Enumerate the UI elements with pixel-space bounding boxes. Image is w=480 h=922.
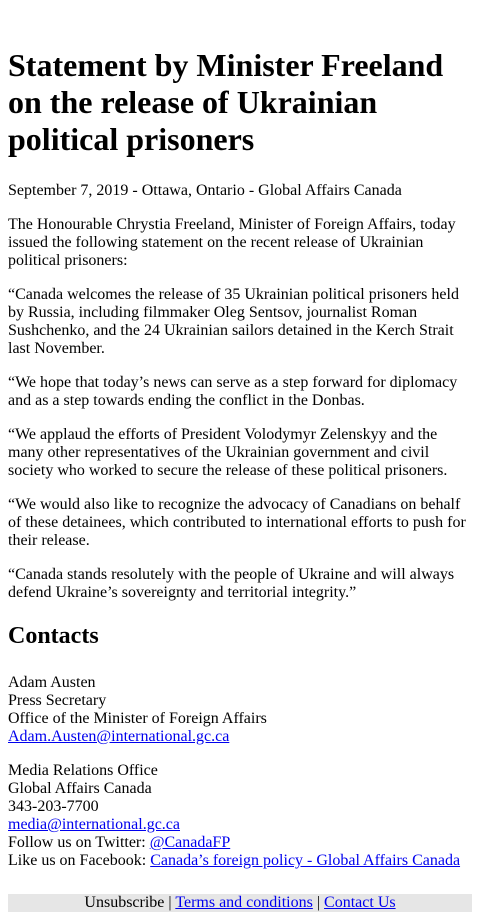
paragraph-quote-4: “We would also like to recognize the advocacy of Canadians on behalf of these detainees, which contributed to international efforts to push for their release.	[8, 496, 466, 549]
dateline: September 7, 2019 - Ottawa, Ontario - Global Affairs Canada	[8, 182, 402, 199]
media-email-link[interactable]: media@international.gc.ca	[8, 816, 180, 833]
contact-email-row	[8, 728, 472, 746]
paragraph-quote-3: “We applaud the efforts of President Volodymyr Zelenskyy and the many other representatives of the Ukrainian government and civil society who worked to secure the release of these political prisoners.	[8, 426, 448, 479]
contact-name: Adam Austen	[8, 674, 96, 691]
facebook-row	[8, 852, 472, 870]
facebook-prefix: Like us on Facebook:	[8, 852, 151, 869]
paragraph-quote-1: “Canada welcomes the release of 35 Ukrainian political prisoners held by Russia, including filmmaker Oleg Sentsov, journalist Roman Sushchenko, and the 24 Ukrainian sailors detained in the Kerch Strait last November.	[8, 286, 459, 357]
contacts-heading: Contacts	[8, 623, 99, 649]
media-office: Media Relations Office	[8, 762, 158, 779]
contact-email-link[interactable]: Adam.Austen@international.gc.ca	[8, 728, 230, 745]
contact-office: Office of the Minister of Foreign Affairs	[8, 710, 267, 727]
page-title: Statement by Minister Freeland on the release of Ukrainian political prisoners	[8, 47, 444, 157]
media-email-row	[8, 816, 472, 834]
footer-bar	[8, 894, 472, 912]
contact-role: Press Secretary	[8, 692, 107, 709]
terms-link[interactable]: Terms and conditions	[175, 894, 313, 911]
contact-media	[8, 762, 472, 870]
paragraph-intro: The Honourable Chrystia Freeland, Minister of Foreign Affairs, today issued the following statement on the recent release of Ukrainian political prisoners:	[8, 216, 456, 269]
twitter-row	[8, 834, 472, 852]
footer-separator: |	[316, 894, 321, 911]
paragraph-quote-2: “We hope that today’s news can serve as a step forward for diplomacy and as a step towards ending the conflict in the Donbas.	[8, 374, 458, 409]
twitter-prefix: Follow us on Twitter:	[8, 834, 150, 851]
facebook-link[interactable]: Canada’s foreign policy - Global Affairs Canada	[150, 852, 461, 869]
media-org: Global Affairs Canada	[8, 780, 152, 797]
contact-person	[8, 674, 472, 746]
media-phone: 343-203-7700	[8, 798, 99, 815]
unsubscribe-link[interactable]: Unsubscribe	[84, 894, 165, 911]
footer-separator: |	[168, 894, 172, 911]
contact-us-link[interactable]: Contact Us	[324, 894, 396, 911]
paragraph-quote-5: “Canada stands resolutely with the people of Ukraine and will always defend Ukraine’s sovereignty and territorial integrity.”	[8, 566, 455, 601]
twitter-link[interactable]: @CanadaFP	[149, 834, 231, 851]
